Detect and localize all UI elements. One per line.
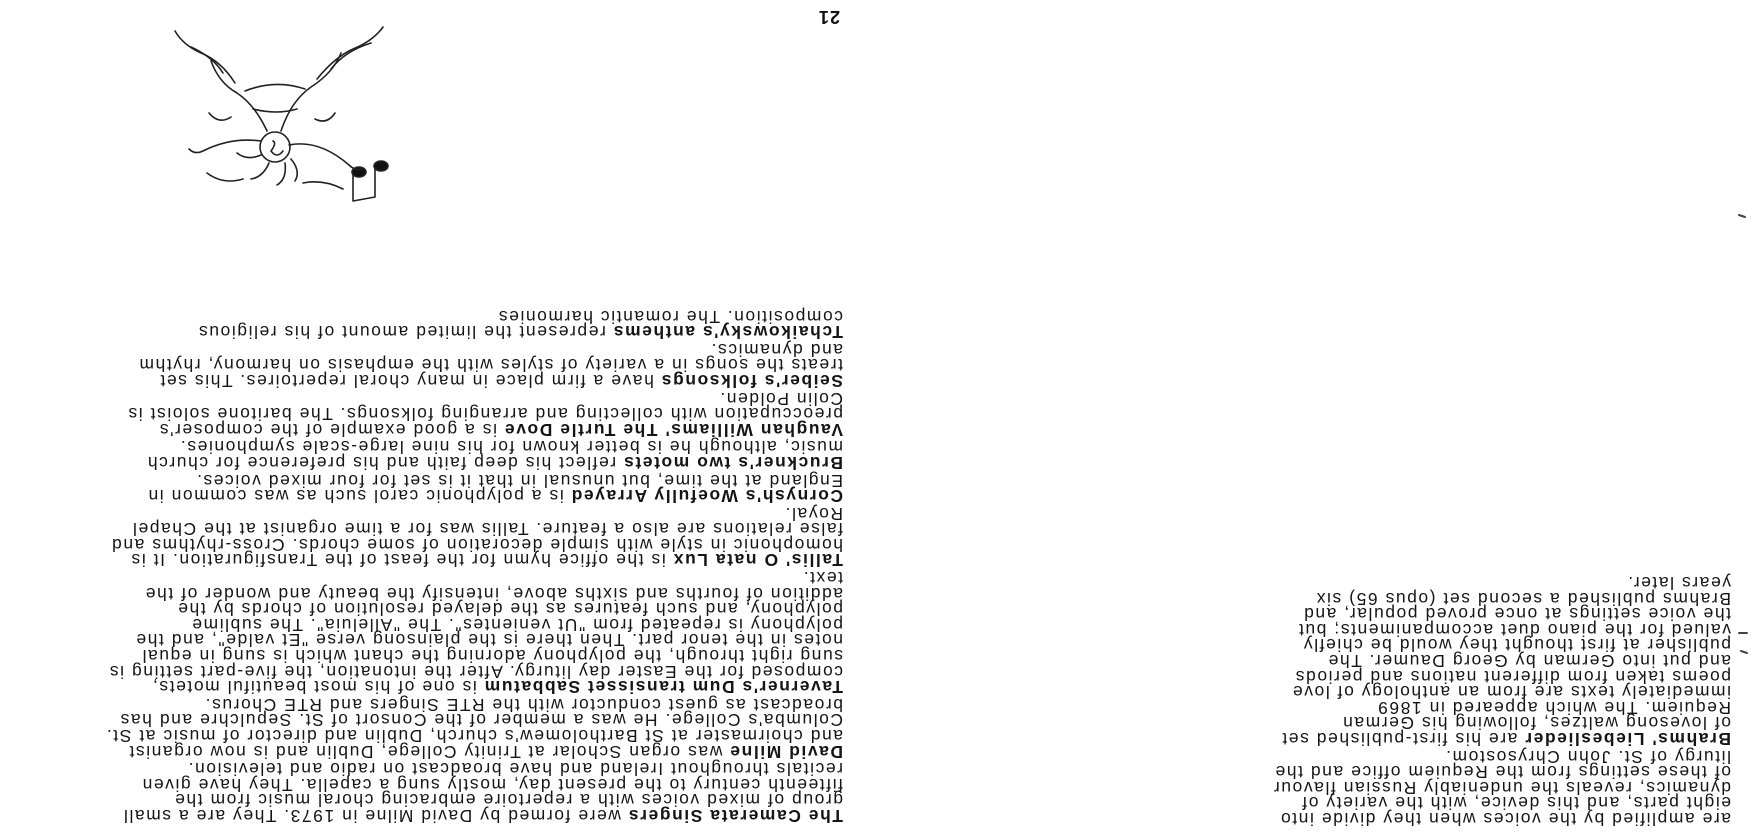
edge-marks <box>1693 0 1753 839</box>
paragraph-text: is the office hymn for the feast of the Transfiguration. It is homophonic in style with simple decoration of some chords. Cross-rhythms and false relations are also a feature. Tallis was for a time organist at the Chapel Royal. <box>110 503 843 571</box>
paragraph-text: represent the limited amount of his religious composition. The romantic harmonies <box>197 306 843 343</box>
paragraph-text: is a good example of the composer's preoccupation with collecting and arranging folksongs. The baritone soloist is Colin Polden. <box>126 388 843 440</box>
paragraph-text: reflect his deep faith and his preference for church music, although he is better known for his nine large-scale symphonies. <box>146 437 843 473</box>
right-text-column <box>103 306 843 826</box>
paragraph-text: have a firm place in many choral repertoires. This set treats the songs in a variety of styles with the emphasis on harmony, rhythm and dynamics. <box>137 339 843 391</box>
paragraph-text: are his first-published set of lovesong waltzes, following his German Requiem. The which appeared in 1869 immediately texts are from an anthology of love poems taken from different nations and periods and put into German by Georg Daumer. The publisher at first thought they would be chiefly valued for the piano duet accompaniments; but the voice settings at once proved popular, and Brahms published a second set (opus 65) six years later. <box>1280 573 1731 750</box>
paragraph-text: was organ Scholar at Trinity College, Dublin and is now organist and choirmaster at St Bartholomew's church, Dublin and director of music at St. Columba's College. He was a member of the Consort of St. Sepulchre and has broadcast as guest conductor with the RTE Singers and RTE Chorus. <box>105 694 843 762</box>
paragraph-text: is one of his most beautiful motets, composed for the Easter day liturgy. After the intonation, the five-part setting is sung right through, the polyphony adorning the chant which is sung in equal notes in the tenor part. Then there is the plainsong verse "Et valde", and the polyphony is repeated from "Ut venientes". The "Alleluia". The sublime polyphony, and such features as the delayed resolution of chords by the addition of fourths and sixths above, intensify the beauty and wonder of the text. <box>108 568 843 698</box>
paragraph-title: David Milne <box>728 741 843 762</box>
paragraph-text: is a polyphonic carol such as was common in England at the time, but unusual in that it is set for four mixed voices. <box>146 470 843 507</box>
paragraph-cornysh <box>103 470 843 507</box>
paragraph-text: were formed by David Milne in 1973. They are a small group of mixed voices with a repertoire embracing choral music from the fifteenth century to the present day, mostly sung a capella. They have given recitals throughout Ireland and have broadcast on radio and television. <box>122 759 843 826</box>
paragraph-bruckner <box>103 437 843 473</box>
paragraph-david-milne <box>103 694 843 762</box>
paragraph-brahms <box>1271 573 1731 750</box>
paragraph-tchaikowsky-continued <box>1271 746 1731 829</box>
paragraph-seiber <box>103 339 843 391</box>
paragraph-title: The Camerata Singers <box>627 806 843 826</box>
musician-figure-illustration-icon <box>163 19 403 219</box>
paragraph-title: Seiber's folksongs <box>660 370 843 391</box>
paragraph-taverner <box>103 568 843 698</box>
left-text-column <box>1271 573 1731 827</box>
paragraph-camerata-singers <box>103 759 843 826</box>
paragraph-text: are amplified by the voices when they divide into eight parts, and this device, with the variety of dynamics, reveals the undeniably Russian flavour of these settings from the Requiem office and the liturgy of St. John Chrysostom. <box>1272 746 1731 829</box>
paragraph-tallis <box>103 503 843 571</box>
paragraph-title: Cornysh's Woefully Arrayed <box>570 486 843 507</box>
paragraph-title: Bruckner's two motets <box>622 452 843 473</box>
paragraph-vaughan-williams <box>103 388 843 440</box>
paragraph-title: Tallis' O nata Lux <box>672 550 843 571</box>
paragraph-title: Tchaikowsky's anthems <box>612 322 843 343</box>
paragraph-tchaikowsky <box>103 306 843 343</box>
paragraph-title: Vaughan Williams' The Turtle Dove <box>503 419 843 440</box>
paragraph-title: Brahms' Liebeslieder <box>1523 729 1731 750</box>
paragraph-title: Taverner's Dum transisset Sabbatum <box>483 677 843 698</box>
page-number: 21 <box>817 7 840 27</box>
